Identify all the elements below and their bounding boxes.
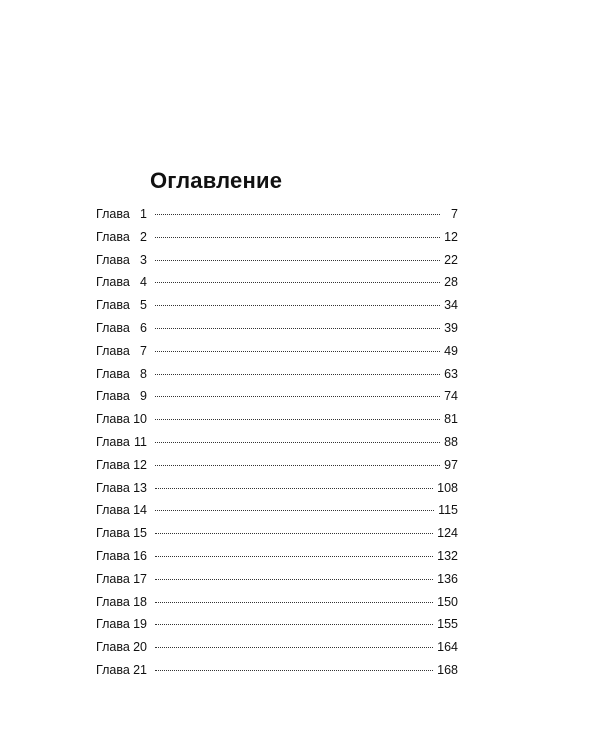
toc-entry[interactable]	[96, 570, 458, 593]
toc-chapter-label: Глава	[96, 320, 130, 335]
toc-dot-leader	[155, 647, 433, 648]
toc-page-number: 155	[437, 617, 458, 632]
toc-entry[interactable]	[96, 433, 458, 456]
toc-entry[interactable]	[96, 251, 458, 274]
toc-entry[interactable]	[96, 661, 458, 684]
toc-page-number: 74	[444, 389, 458, 404]
toc-page-number: 108	[437, 480, 458, 495]
toc-chapter-number: 14	[133, 503, 147, 518]
toc-page-number: 39	[444, 320, 458, 335]
toc-chapter-number: 8	[140, 366, 147, 381]
toc-chapter-label: Глава	[96, 275, 130, 290]
toc-page-number: 34	[444, 298, 458, 313]
toc-page-number: 12	[444, 229, 458, 244]
toc-page-number: 164	[437, 640, 458, 655]
toc-chapter-label: Глава	[96, 503, 130, 518]
toc-dot-leader	[155, 328, 440, 329]
toc-chapter-label: Глава	[96, 617, 130, 632]
toc-chapter-label: Глава	[96, 298, 130, 313]
toc-chapter-number: 11	[134, 434, 147, 449]
toc-chapter-label: Глава	[96, 434, 130, 449]
toc-page-number: 97	[444, 457, 458, 472]
toc-entry[interactable]	[96, 501, 458, 524]
toc-chapter-number: 7	[140, 343, 147, 358]
toc-chapter-number: 17	[133, 571, 147, 586]
toc-dot-leader	[155, 305, 440, 306]
toc-dot-leader	[155, 579, 433, 580]
toc-dot-leader	[155, 556, 433, 557]
toc-dot-leader	[155, 351, 440, 352]
toc-chapter-number: 13	[133, 480, 147, 495]
toc-chapter-number: 15	[133, 526, 147, 541]
toc-dot-leader	[155, 282, 440, 283]
toc-page-number: 132	[437, 548, 458, 563]
page-title: Оглавление	[150, 168, 283, 193]
toc-entry[interactable]	[96, 615, 458, 638]
toc-entry[interactable]	[96, 205, 458, 228]
toc-chapter-number: 21	[133, 662, 147, 677]
toc-page-number: 136	[437, 571, 458, 586]
toc-chapter-number: 3	[140, 252, 147, 267]
toc-entry[interactable]	[96, 319, 458, 342]
toc-page-number: 115	[438, 503, 458, 518]
toc-entry[interactable]	[96, 365, 458, 388]
toc-entry[interactable]	[96, 387, 458, 410]
toc-chapter-number: 16	[133, 548, 147, 563]
toc-page-number: 49	[444, 343, 458, 358]
toc-chapter-number: 4	[140, 275, 147, 290]
toc-chapter-label: Глава	[96, 412, 130, 427]
toc-entry[interactable]	[96, 524, 458, 547]
toc-dot-leader	[155, 602, 433, 603]
toc-chapter-label: Глава	[96, 480, 130, 495]
toc-chapter-label: Глава	[96, 229, 130, 244]
toc-chapter-number: 18	[133, 594, 147, 609]
toc-chapter-label: Глава	[96, 571, 130, 586]
toc-entry[interactable]	[96, 410, 458, 433]
toc-entry[interactable]	[96, 273, 458, 296]
toc-dot-leader	[155, 510, 434, 511]
toc-page-number: 63	[444, 366, 458, 381]
table-of-contents	[96, 205, 458, 684]
toc-page-number: 7	[451, 207, 458, 221]
toc-dot-leader	[155, 374, 440, 375]
toc-chapter-label: Глава	[96, 207, 130, 221]
toc-entry[interactable]	[96, 342, 458, 365]
toc-chapter-label: Глава	[96, 526, 130, 541]
toc-dot-leader	[155, 260, 440, 261]
toc-chapter-number: 10	[133, 412, 147, 427]
toc-dot-leader	[155, 419, 440, 420]
toc-chapter-number: 1	[140, 207, 147, 221]
toc-entry[interactable]	[96, 638, 458, 661]
toc-chapter-label: Глава	[96, 343, 130, 358]
toc-entry[interactable]	[96, 456, 458, 479]
toc-dot-leader	[155, 442, 440, 443]
toc-dot-leader	[155, 237, 440, 238]
toc-dot-leader	[155, 465, 440, 466]
toc-dot-leader	[155, 396, 440, 397]
toc-chapter-number: 2	[140, 229, 147, 244]
toc-entry[interactable]	[96, 547, 458, 570]
toc-page-number: 124	[437, 526, 458, 541]
toc-chapter-label: Глава	[96, 548, 130, 563]
toc-page-number: 168	[437, 662, 458, 677]
toc-dot-leader	[155, 533, 433, 534]
toc-chapter-number: 5	[140, 298, 147, 313]
toc-chapter-number: 19	[133, 617, 147, 632]
toc-chapter-number: 12	[133, 457, 147, 472]
toc-chapter-label: Глава	[96, 389, 130, 404]
toc-chapter-label: Глава	[96, 662, 130, 677]
toc-dot-leader	[155, 214, 440, 215]
toc-page-number: 88	[444, 434, 458, 449]
toc-entry[interactable]	[96, 593, 458, 616]
toc-chapter-label: Глава	[96, 594, 130, 609]
toc-chapter-label: Глава	[96, 457, 130, 472]
toc-chapter-label: Глава	[96, 252, 130, 267]
toc-dot-leader	[155, 670, 433, 671]
toc-dot-leader	[155, 488, 433, 489]
toc-chapter-number: 9	[140, 389, 147, 404]
toc-entry[interactable]	[96, 228, 458, 251]
toc-page-number: 150	[437, 594, 458, 609]
toc-entry[interactable]	[96, 479, 458, 502]
toc-page-number: 81	[444, 412, 458, 427]
toc-dot-leader	[155, 624, 433, 625]
toc-page-number: 22	[444, 252, 458, 267]
toc-chapter-number: 20	[133, 640, 147, 655]
toc-chapter-label: Глава	[96, 640, 130, 655]
toc-page-number: 28	[444, 275, 458, 290]
toc-chapter-number: 6	[140, 320, 147, 335]
toc-entry[interactable]	[96, 296, 458, 319]
toc-chapter-label: Глава	[96, 366, 130, 381]
